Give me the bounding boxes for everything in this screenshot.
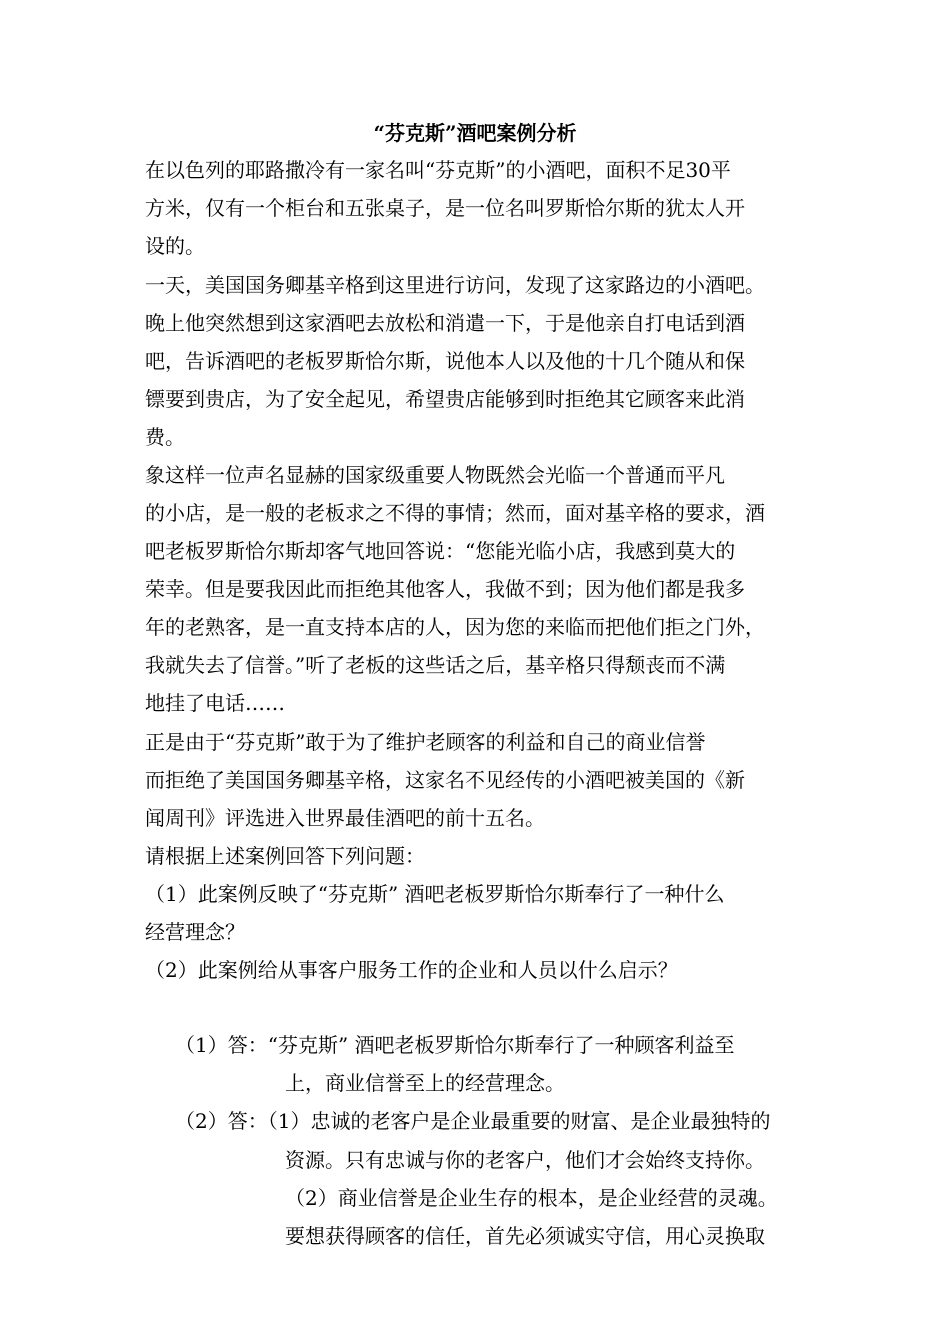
body-line: 地挂了电话…… xyxy=(145,691,285,715)
body-line: 晚上他突然想到这家酒吧去放松和消遣一下，于是他亲自打电话到酒 xyxy=(145,311,745,335)
body-line: 一天，美国国务卿基辛格到这里进行访问，发现了这家路边的小酒吧。 xyxy=(145,273,765,297)
body-line: 正是由于“芬克斯”敢于为了维护老顾客的利益和自己的商业信誉 xyxy=(145,730,706,754)
body-line: 吧，告诉酒吧的老板罗斯恰尔斯，说他本人以及他的十几个随从和保 xyxy=(145,349,745,373)
body-line: 镖要到贵店，为了安全起见，希望贵店能够到时拒绝其它顾客来此消 xyxy=(145,387,745,411)
question-prompt: 请根据上述案例回答下列问题： xyxy=(145,844,425,868)
document-title: “芬克斯”酒吧案例分析 xyxy=(373,121,577,145)
body-line: 的小店，是一般的老板求之不得的事情；然而，面对基辛格的要求，酒 xyxy=(145,501,765,525)
answer-1: （1）答：“芬克斯” 酒吧老板罗斯恰尔斯奉行了一种顾客利益至 xyxy=(175,1033,735,1057)
body-line: 我就失去了信誉。”听了老板的这些话之后，基辛格只得颓丧而不满 xyxy=(145,653,726,677)
body-line: 象这样一位声名显赫的国家级重要人物既然会光临一个普通而平凡 xyxy=(145,463,725,487)
body-line: 方米，仅有一个柜台和五张桌子，是一位名叫罗斯恰尔斯的犹太人开 xyxy=(145,196,745,220)
question-1: （1）此案例反映了“芬克斯” 酒吧老板罗斯恰尔斯奉行了一种什么 xyxy=(145,882,725,906)
body-line: 荣幸。但是要我因此而拒绝其他客人，我做不到；因为他们都是我多 xyxy=(145,577,745,601)
body-line: 吧老板罗斯恰尔斯却客气地回答说：“您能光临小店，我感到莫大的 xyxy=(145,539,736,563)
body-line: 在以色列的耶路撒冷有一家名叫“芬克斯”的小酒吧，面积不足30平 xyxy=(145,158,731,182)
body-line: 年的老熟客，是一直支持本店的人，因为您的来临而把他们拒之门外， xyxy=(145,615,765,639)
body-line: 设的。 xyxy=(145,234,205,258)
answer-2-point-2: （2）商业信誉是企业生存的根本，是企业经营的灵魂。 xyxy=(285,1186,778,1210)
question-1-cont: 经营理念？ xyxy=(145,920,245,944)
answer-2: （2）答：（1）忠诚的老客户是企业最重要的财富、是企业最独特的 xyxy=(175,1109,771,1133)
question-2: （2）此案例给从事客户服务工作的企业和人员以什么启示？ xyxy=(145,958,678,982)
answer-2-point-2-cont: 要想获得顾客的信任，首先必须诚实守信，用心灵换取 xyxy=(285,1224,765,1248)
body-line: 费。 xyxy=(145,425,185,449)
answer-2-cont: 资源。只有忠诚与你的老客户，他们才会始终支持你。 xyxy=(285,1148,765,1172)
body-line: 闻周刊》评选进入世界最佳酒吧的前十五名。 xyxy=(145,806,545,830)
answer-1-cont: 上，商业信誉至上的经营理念。 xyxy=(285,1071,565,1095)
body-line: 而拒绝了美国国务卿基辛格，这家名不见经传的小酒吧被美国的《新 xyxy=(145,768,745,792)
